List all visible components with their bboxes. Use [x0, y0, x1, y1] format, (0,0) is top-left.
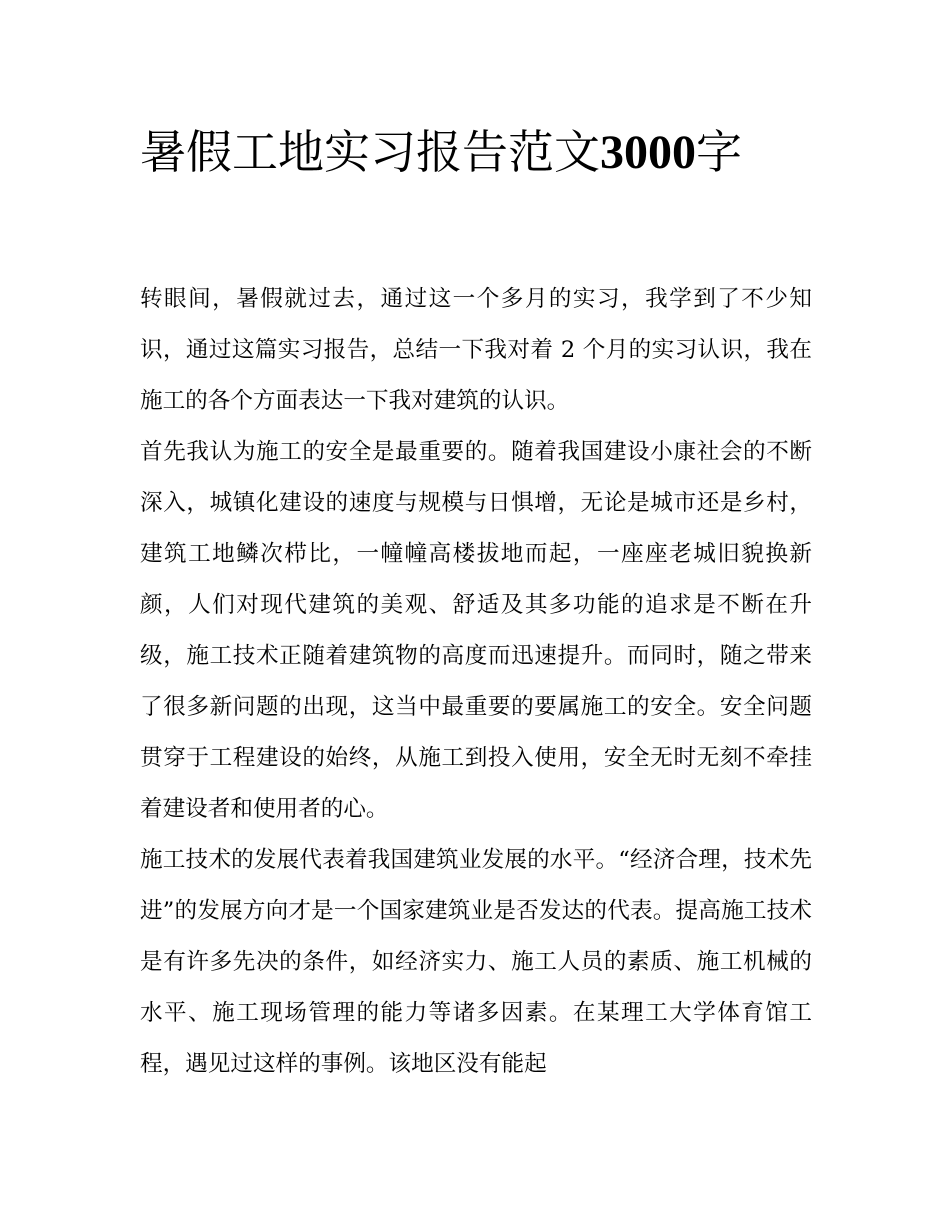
title-suffix: 字: [696, 125, 742, 179]
title-text: 暑假工地实习报告范文: [140, 125, 600, 179]
paragraph-3: 施工技术的发展代表着我国建筑业发展的水平。“经济合理，技术先进”的发展方向才是一个国家建筑业是否发达的代表。提高施工技术是有许多先决的条件，如经济实力、施工人员的素质、施工机械的水平、施工现场管理的能力等诸多因素。在某理工大学体育馆工程，遇见过这样的事例。该地区没有能起: [140, 847, 812, 1077]
paragraph-2: 首先我认为施工的安全是最重要的。随着我国建设小康社会的不断深入，城镇化建设的速度与规模与日惧增，无论是城市还是乡村，建筑工地鳞次栉比，一幢幢高楼拔地而起，一座座老城旧貌换新颜，人们对现代建筑的美观、舒适及其多功能的追求是不断在升级，施工技术正随着建筑物的高度而迅速提升。而同时，随之带来了很多新问题的出现，这当中最重要的要属施工的安全。安全问题贯穿于工程建设的始终，从施工到投入使用，安全无时无刻不牵挂着建设者和使用者的心。: [140, 439, 812, 822]
document-title: [140, 112, 790, 193]
document-body: [140, 274, 812, 1090]
title-number: 3000: [600, 126, 696, 179]
paragraph-1: 转眼间，暑假就过去，通过这一个多月的实习，我学到了不少知识，通过这篇实习报告，总结一下我对着 2 个月的实习认识，我在施工的各个方面表达一下我对建筑的认识。: [140, 286, 812, 414]
